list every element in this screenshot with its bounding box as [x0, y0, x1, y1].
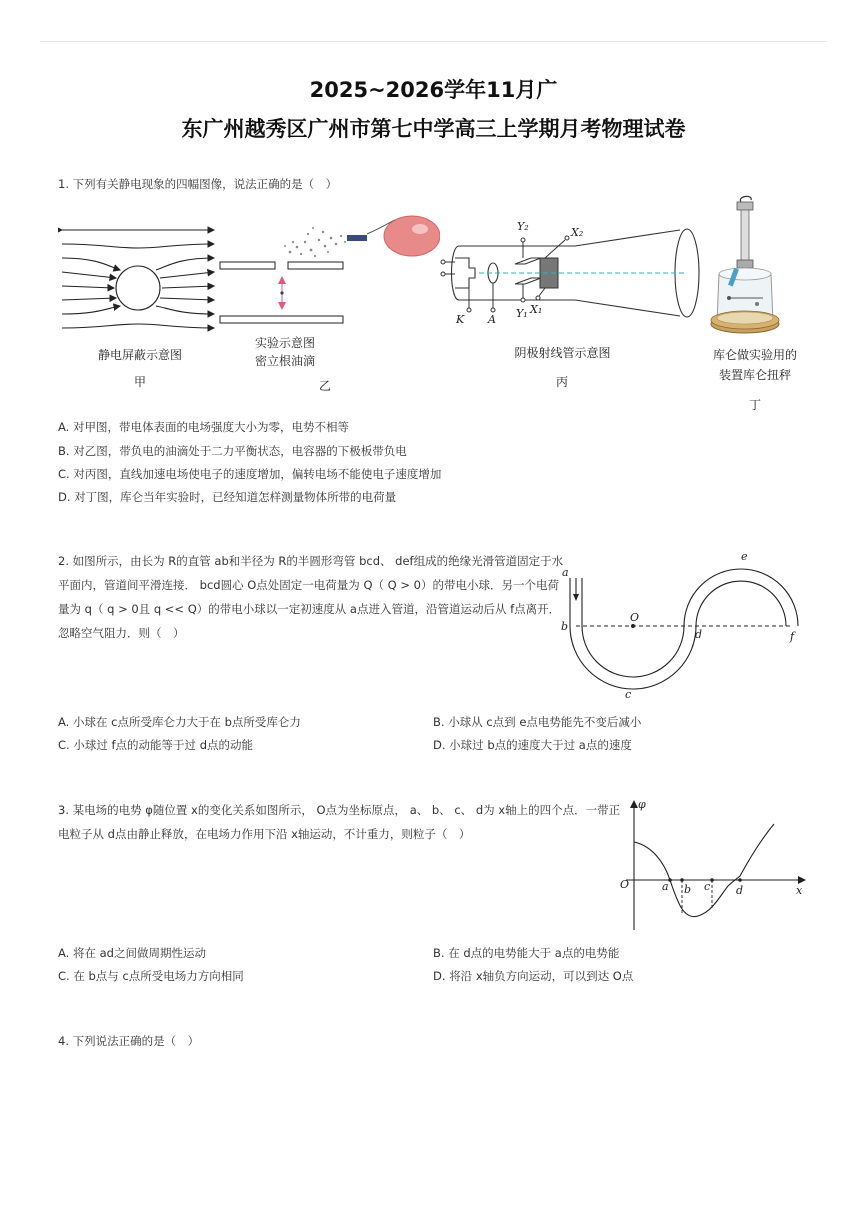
pipe-label-e: e: [741, 550, 748, 563]
page-title-line2: 东广州越秀区广州市第七中学高三上学期月考物理试卷: [181, 117, 686, 141]
q4-stem: 4. 下列说法正确的是（ ）: [58, 1034, 200, 1048]
q1-option-c[interactable]: C. 对丙图，直线加速电场使电子的速度增加，偏转电场不能使电子速度增加: [58, 467, 442, 481]
label-x2: X₂: [571, 226, 584, 239]
label-y2: Y₂: [517, 220, 529, 233]
q1-caption-yi-desc1: 实验示意图: [254, 336, 315, 350]
q1-figure-bing: [435, 212, 705, 332]
q1-option-a[interactable]: A. 对甲图，带电体表面的电场强度大小为零，电势不相等: [58, 420, 349, 434]
q3-figure-potential: [612, 796, 812, 936]
label-k: K: [456, 313, 465, 326]
q2-figure-pipe: [558, 548, 808, 700]
axis-label-origin: O: [620, 878, 630, 891]
q2-option-d[interactable]: D. 小球过 b点的速度大于过 a点的速度: [433, 738, 632, 752]
q1-option-d[interactable]: D. 对丁图，库仑当年实验时，已经知道怎样测量物体所带的电荷量: [58, 490, 397, 504]
q3-option-b[interactable]: B. 在 d点的电势能大于 a点的电势能: [433, 946, 620, 960]
q1-caption-jia: 甲: [133, 375, 146, 389]
q1-caption-ding-desc2: 装置库仑扭秤: [718, 368, 791, 382]
pipe-label-d: d: [695, 628, 703, 641]
pipe-label-b: b: [561, 620, 569, 633]
q2-stem-line3: 量为 q（ q > 0且 q << Q）的带电小球以一定初速度从 a点进入管道，沿管道运动后从 f点离开．: [58, 602, 561, 616]
pipe-label-c: c: [625, 688, 632, 700]
q1-caption-ding-desc1: 库仑做实验用的: [712, 348, 797, 362]
label-x1: X₁: [530, 303, 543, 316]
q1-caption-yi: 乙: [318, 379, 331, 393]
q1-caption-ding: 丁: [748, 398, 761, 412]
pipe-label-a: a: [562, 566, 569, 579]
label-y1: Y₁: [516, 307, 528, 320]
q1-figure-ding: [705, 192, 795, 342]
q2-option-a[interactable]: A. 小球在 c点所受库仑力大于在 b点所受库仑力: [58, 715, 301, 729]
point-label-a: a: [662, 880, 669, 893]
q1-caption-bing-desc: 阴极射线管示意图: [514, 346, 611, 360]
q1-caption-jia-desc: 静电屏蔽示意图: [97, 348, 182, 362]
q2-stem-line1: 2. 如图所示，由长为 R的直管 ab和半径为 R的半圆形弯管 bcd、 def组成的绝缘光滑管道固定于水: [58, 554, 564, 568]
q1-option-b[interactable]: B. 对乙图，带负电的油滴处于二力平衡状态，电容器的下极板带负电: [58, 444, 407, 458]
q3-stem-line1: 3. 某电场的电势 φ随位置 x的变化关系如图所示， O点为坐标原点， a、 b、 c、 d为 x轴上的四个点．一带正: [58, 803, 621, 817]
point-label-b: b: [684, 883, 692, 896]
axis-label-x: x: [796, 884, 803, 897]
q2-stem-line4: 忽略空气阻力．则（ ）: [58, 626, 185, 640]
q3-option-c[interactable]: C. 在 b点与 c点所受电场力方向相同: [58, 969, 244, 983]
pipe-label-o: O: [630, 611, 640, 624]
q3-option-d[interactable]: D. 将沿 x轴负方向运动，可以到达 O点: [433, 969, 634, 983]
point-label-c: c: [704, 880, 711, 893]
point-label-d: d: [736, 884, 744, 897]
q3-option-a[interactable]: A. 将在 ad之间做周期性运动: [58, 946, 206, 960]
q2-stem-line2: 平面内，管道间平滑连接． bcd圆心 O点处固定一电荷量为 Q（ Q > 0）的带电小球．另一个电荷: [58, 578, 559, 592]
top-rule: [40, 41, 827, 42]
q1-caption-yi-desc2: 密立根油滴: [254, 354, 315, 368]
pipe-label-f: f: [790, 630, 795, 643]
label-a: A: [488, 313, 496, 326]
q1-figure-yi: [215, 212, 440, 330]
q1-stem: 1. 下列有关静电现象的四幅图像，说法正确的是（ ）: [58, 177, 338, 191]
page-title-line1: 2025~2026学年11月广: [309, 78, 558, 102]
q2-option-c[interactable]: C. 小球过 f点的动能等于过 d点的动能: [58, 738, 253, 752]
q1-caption-bing: 丙: [555, 375, 568, 389]
q1-figure-jia: [58, 218, 218, 343]
q2-option-b[interactable]: B. 小球从 c点到 e点电势能先不变后减小: [433, 715, 642, 729]
axis-label-phi: φ: [638, 798, 646, 811]
q3-stem-line2: 电粒子从 d点由静止释放，在电场力作用下沿 x轴运动，不计重力，则粒子（ ）: [58, 827, 471, 841]
